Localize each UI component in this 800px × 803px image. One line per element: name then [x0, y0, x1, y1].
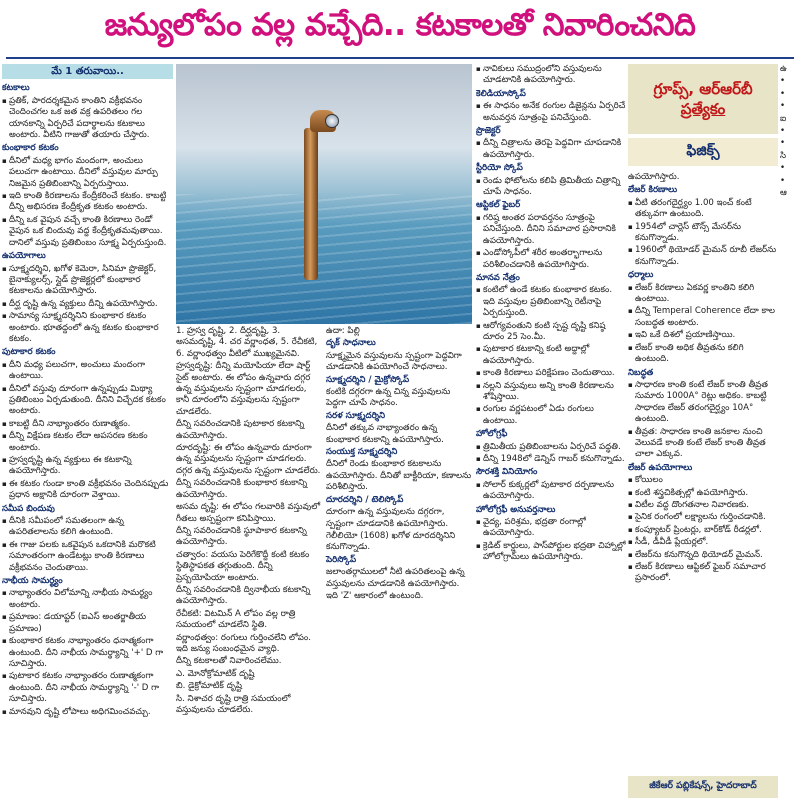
paragraph: ▪ లేజర్ కాంతి అధిక తీవ్రతను కలిగి ఉంటుంది.	[628, 343, 778, 366]
paragraph: ▪ సీడీ, డీవీడీ ప్లేయర్లలో.	[628, 537, 778, 548]
paragraph: ▪ కాంతి కిరణాలు పరిక్షేపణం చెందుతాయి.	[476, 368, 626, 379]
paragraph: ▪ దీన్ని Temperal Coherence లేదా కాల సంబద్ధత అంటారు.	[628, 306, 778, 329]
paragraph: ▪ దీన్ని ఒక వైపున వచ్చే కాంతి కిరణాలు రెండో వైపున ఒక బిందువు వద్ద కేంద్రీకృతమవుతాయి. దానిలో వస్తువు ప్రతిబింబం సూక్ష్మ ఏర్పరుస్తుంది.	[2, 215, 173, 249]
paragraph: బి. డైక్రోమాటిక్ దృష్టి	[176, 681, 242, 692]
paragraph: ▪ ప్రమాణం: డయాప్టర్ (ఐఎస్ అంతర్జాతీయ ప్రమాణం)	[2, 612, 173, 635]
paragraph: •	[780, 175, 786, 186]
paragraph: దీనిలో తక్కువ నాభ్యాంతరం ఉన్న కుంభాకార కటకాన్ని ఉపయోగిస్తారు.	[326, 423, 444, 445]
column-2	[476, 64, 626, 799]
periscope-photo	[176, 64, 472, 324]
paragraph: •	[780, 101, 786, 112]
paragraph: దీనిలో రెండు కుంభాకార కటకాలను ఉపయోగిస్తారు. దీనితో బాక్టీరియా, కణాలను పరిశీలిస్తారు.	[326, 459, 472, 493]
paragraph: ఆ	[780, 188, 787, 199]
section-heading: సౌరశక్తి వినియోగం	[476, 467, 538, 478]
topic-box	[628, 64, 778, 168]
paragraph: రేచీకటి: విటమిన్ A లోపం వల్ల రాత్రి సమయంలో చూడలేని స్థితి.	[176, 608, 296, 631]
column-1-body	[2, 83, 173, 718]
paragraph: •	[780, 126, 786, 137]
section-heading: కటకాలు	[2, 83, 30, 94]
paragraph: •	[780, 163, 786, 174]
continuation-tag: మే 1 తరువాయి..	[2, 64, 173, 79]
author-credit: జీకేఆర్ పబ్లికేషన్స్, హైదరాబాద్	[628, 776, 778, 798]
paragraph: ▪ నావికులు సముద్రంలోని వస్తువులను చూడటానికి ఉపయోగిస్తారు.	[476, 64, 626, 87]
paragraph: ▪ కంటిలో ఉండే కటకం కుంభాకార కటకం. ఇది వస్తువుల ప్రతిబింబాన్ని రెటీనాపై ఏర్పరుస్తుంది.	[476, 285, 626, 319]
middle-section	[176, 326, 474, 798]
paragraph: ▪ కోయిలం	[628, 475, 778, 486]
paragraph: ▪ వైద్య, పరిశ్రమ, భద్రతా రంగాల్లో ఉపయోగిస్తారు.	[476, 517, 626, 540]
paragraph: ▪ 1960లో థియోడర్ మైమన్ రూబీ లేజర్‌ను కనుగొన్నాడు.	[628, 245, 778, 268]
paragraph: దీన్ని సవరించడానికి ద్వినాభీయ కటకాన్ని ఉపయోగిస్తారు.	[176, 584, 311, 607]
paragraph: ▪ దీన్ని చిత్రాలను తెరపై పెద్దవిగా చూపడానికి ఉపయోగిస్తారు.	[476, 138, 626, 161]
paragraph: ▪ త్రిమితీయ ప్రతిబింబాలను ఏర్పరిచే పద్ధతి.	[476, 442, 626, 453]
paragraph: దీన్ని సవరించడానికి కుంభాకార కటకాన్ని ఉపయోగిస్తారు.	[176, 478, 308, 500]
section-heading: నాభీయ సామర్థ్యం	[2, 576, 63, 587]
paragraph: ఐ	[780, 113, 787, 124]
section-heading: సరళ సూక్ష్మదర్శిని	[326, 410, 386, 421]
paragraph: ▪ సూక్ష్మదర్శిని, ఖగోళ కెమెరా, సినిమా ప్రొజెక్టర్, బైనాక్యులర్స్, స్లైడ్ ప్రొజెక్టర్లలో కుంభాకార కటకాలను ఉపయోగిస్తారు.	[2, 264, 173, 298]
paragraph: ▪ ఇది కాంతి కిరణాలను కేంద్రీకరించే కటకం. కాబట్టి దీన్ని అభిసరణ కేంద్రీకృత కటకం అంటారు.	[2, 191, 173, 214]
paragraph: ▪ పుటాకార కటకాన్ని కంటి అద్దాల్లో ఉపయోగిస్తారు.	[476, 344, 626, 367]
topic-title: గ్రూప్స్, ఆర్ఆర్‌బీ	[653, 80, 753, 98]
sea-surface	[176, 194, 472, 324]
paragraph: ▪ దీనికి సమీపంలో సమతలంగా ఉన్న ఉపరితలాలను కలిగి ఉంటుంది.	[2, 516, 173, 539]
paragraph: •	[780, 138, 786, 149]
paragraph: ▪ లేజర్ కిరణాలు ఏకవర్ణ కాంతిని కలిగి ఉంటాయి.	[628, 283, 778, 306]
paragraph: ▪ మానవుని దృష్టి లోపాలు అధిగమించవచ్చు.	[2, 707, 173, 718]
paragraph: ▪ దీనిలో వస్తువు దూరంగా ఉన్నప్పుడు మిథ్యా ప్రతిబింబం ఏర్పడుతుంది. దీనిని విచ్ఛేదక కటకం అంటారు.	[2, 384, 173, 418]
paragraph: ▪ సామాన్య సూక్ష్మదర్శినిని కుంభాకార కటకం అంటారు. భూతద్దంలో ఉన్న కటకం కుంభాకార కటకం.	[2, 311, 173, 345]
column-3	[628, 172, 778, 772]
section-heading: దూరదర్శిని / టెలిస్కోప్	[326, 494, 404, 505]
paragraph: ▪ దీన్ని విక్షేపణ కటకం లేదా అపసరణ కటకం అంటారు.	[2, 431, 173, 454]
paragraph: ▪ నాభ్యాంతరం విలోమాన్ని నాభీయ సామర్థ్యం అంటారు.	[2, 588, 173, 611]
paragraph: 1. హ్రస్వ దృష్టి, 2. దీర్ఘదృష్టి, 3. అసమదృష్టి, 4. చర వర్ణాంధత, 5. రేచీకటి, 6. వర్ణాంధత్వం వీటిలో ముఖ్యమైనవి.	[176, 326, 318, 359]
paragraph: ▪ రెండు ఫోటోలను కలిపి త్రిమితీయ చిత్రాన్ని చూపే సాధనం.	[476, 176, 626, 199]
paragraph: ▪ ఈ గాజు పలకు ఒకవైపున ఒకదానికి మరొకటి సమాంతరంగా ఉండేటట్లు కాంతి కిరణాలు వక్రీభవనం చెందుతాయి.	[2, 540, 173, 574]
section-heading: దృక్ సాధనాలు	[326, 338, 376, 349]
topic-subtitle: ప్రత్యేకం	[680, 100, 726, 118]
paragraph: ▪ హ్రస్వదృష్టి ఉన్న వ్యక్తులు ఈ కటకాన్ని ఉపయోగిస్తారు.	[2, 455, 173, 478]
paragraph: అసమ దృష్టి: ఈ లోపం గలవారికి వస్తువులో గీతలు అస్పష్టంగా కనిపిస్తాయి.	[176, 502, 321, 524]
column-1	[2, 64, 173, 799]
paragraph: హ్రస్వదృష్టి: దీన్ని మయోపియా లేదా షార్ట్ సైట్ అంటారు. ఈ లోపం ఉన్నవారు దగ్గర ఉన్న వస్తువులను స్పష్టంగా చూడగలరు, కానీ దూరంలోని వస్తువులను స్పష్టంగా చూడలేరు.	[176, 361, 311, 417]
paragraph: ▪ దీర్ఘ దృష్టి ఉన్న వ్యక్తులు దీన్ని ఉపయోగిస్తారు.	[2, 299, 173, 310]
paragraph: సూక్ష్మమైన వస్తువులను స్పష్టంగా పెద్దవిగా చూడడానికి ఉపయోగించే సాధనాలు.	[326, 350, 462, 373]
paragraph: ▪ విటీల వద్ద దొంగతనాల నివారణకు.	[628, 500, 778, 511]
paragraph: ఉదా: పిల్లి	[326, 326, 360, 336]
paragraph: ▪ కంటి శస్త్రచికిత్సల్లో ఉపయోగిస్తారు.	[628, 488, 778, 499]
paragraph: ▪ దీని మధ్య పలుచగా, అంచులు మందంగా ఉంటాయి.	[2, 360, 173, 383]
topic-banner	[628, 64, 778, 134]
section-heading: మానవ నేత్రం	[476, 272, 520, 283]
paragraph: ▪ సోలార్ కుక్కర్లలో పుటాకార దర్పణాలను ఉపయోగిస్తారు.	[476, 480, 626, 503]
paragraph: ▪ కంప్యూటర్ ప్రింటర్లు, బార్‌కోడ్ రీడర్లలో.	[628, 525, 778, 536]
section-heading: సూక్ష్మదర్శిని / మైక్రోస్కోప్	[326, 374, 410, 385]
paragraph: ▪ క్రెడిట్ కార్డులు, పాస్‌పోర్టుల భద్రతా చిహ్నాల్లో హోలోగ్రామ్‌లు ఉపయోగిస్తారు.	[476, 541, 626, 564]
paragraph: ▪ సైనిక రంగంలో లక్ష్యాలను గుర్తించడానికి.	[628, 512, 778, 523]
paragraph: కంటికి దగ్గరగా ఉన్న చిన్న వస్తువులను పెద్దగా చూపే సాధనం.	[326, 387, 451, 409]
section-heading: హోలోగ్రఫీ	[476, 429, 508, 440]
section-heading: పుటాకార కటకం	[2, 347, 56, 358]
section-heading: సమీప బిందువు	[2, 503, 55, 514]
paragraph: సి	[780, 150, 787, 161]
paragraph: ▪ రంగుల వర్ణపటంలో ఏడు రంగులు ఉంటాయి.	[476, 404, 626, 427]
paragraph: ▪ పుటాకార కటకం నాభ్యాంతరం రుణాత్మకంగా ఉంటుంది. దీని నాభీయ సామర్థ్యాన్ని '-' D గా సూచిస్తారు.	[2, 671, 173, 705]
section-heading: హోలోగ్రఫీ అనువర్తనాలు	[476, 504, 556, 515]
periscope-lens	[325, 114, 339, 128]
paragraph: ▪ కాబట్టి దీని నాభ్యాంతరం రుణాత్మకం.	[2, 419, 173, 430]
section-heading: నిబద్ధత	[628, 367, 654, 378]
section-heading: ఉపయోగాలు	[2, 251, 46, 262]
paragraph: చత్వారం: వయసు పెరిగేకొద్దీ కంటి కటకం స్థితిస్థాపకత తగ్గుతుంది. దీన్ని ప్రెస్బయోపియా అంటారు.	[176, 549, 310, 583]
subject-label: ఫిజిక్స్	[628, 138, 778, 166]
section-heading: కుంభాకార కటకం	[2, 143, 59, 154]
paragraph: ▪ నల్లని వస్తువులు అన్ని కాంతి కిరణాలను శోషిస్తాయి.	[476, 381, 626, 404]
paragraph: ▪ సాధారణ కాంతి కంటే లేజర్ కాంతి తీవ్రత సుమారు 1000A° రెట్లు అధికం. కాబట్టి సాధారణ లేజర్ తరంగదైర్ఘ్యం 10A° ఉంటుంది.	[628, 380, 778, 426]
paragraph: దీన్ని కటకాలతో నివారించలేము.	[176, 656, 282, 667]
column-4-clipped	[780, 64, 800, 799]
paragraph: ▪ దీనిలో మధ్య భాగం మందంగా, అంచులు పలుచగా ఉంటాయి. దీనిలో వస్తువుల మార్పు నిజమైన ప్రతిబింబాన్ని ఏర్పరుస్తాయి.	[2, 156, 173, 190]
paragraph: వర్ణాంధత్వం: రంగులు గుర్తించలేని లోపం. ఇది జన్యు సంబంధమైన వ్యాధి.	[176, 632, 311, 654]
paragraph: ▪ వీటి తరంగదైర్ఘ్యం 1.00 ఇంచ్ కంటే తక్కువగా ఉంటుంది.	[628, 198, 778, 221]
section-heading: పెరిస్కోప్	[326, 554, 357, 565]
paragraph: ▪ ఈ సాధనం అనేక రంగుల డిజైన్లను ఏర్పరిచే అనువర్తన సూత్రంపై పనిచేస్తుంది.	[476, 101, 626, 124]
paragraph: ▪ ఈ కటకం గుండా కాంతి వక్రీభవనం చెందినప్పుడు ప్రధాన అక్షానికి దూరంగా వెళ్తాయి.	[2, 479, 173, 502]
paragraph: ▪ లేజర్ కిరణాలు ఆప్టికల్ ఫైబర్ సమాచార ప్రసారంలో.	[628, 562, 778, 585]
middle-left-column	[176, 326, 322, 717]
paragraph: •	[780, 76, 786, 87]
paragraph: ▪ ఇవి ఒకే దిశలో ప్రయాణిస్తాయి.	[628, 330, 778, 341]
paragraph: ▪ తీవ్రత: సాధారణ కాంతి జనకాల నుంచి వెలువడే కాంతి కంటే లేజర్ కాంతి తీవ్రత చాలా ఎక్కువ.	[628, 427, 778, 461]
paragraph: ఉ	[780, 64, 787, 74]
paragraph: గెలీలియో (1608) ఖగోళ దూరదర్శినిని కనుగొన్నాడు.	[326, 530, 456, 553]
paragraph: ఇది 'Z' ఆకారంలో ఉంటుంది.	[326, 590, 424, 601]
section-heading: కెలిడియాస్కోప్	[476, 88, 526, 99]
section-heading: ధర్మాలు	[628, 270, 654, 281]
section-heading: లేజర్ ఉపయోగాలు	[628, 462, 693, 473]
section-heading: లేజర్ కిరణాలు	[628, 185, 678, 196]
paragraph: ▪ ఎండోస్కోపీలో శరీర అంతర్భాగాలను పరిశీలించడానికి ఉపయోగిస్తారు.	[476, 248, 626, 271]
paragraph: ▪ ఆరోగ్యవంతుని కంటి స్పష్ట దృష్టి కనిష్ఠ దూరం 25 సెం.మీ.	[476, 321, 626, 344]
paragraph: దీన్ని సవరించడానికి పుటాకార కటకాన్ని ఉపయోగిస్తారు.	[176, 419, 305, 441]
periscope-tube	[304, 128, 318, 280]
middle-right-column	[326, 326, 472, 603]
section-heading: ఆప్టికల్ ఫైబర్	[476, 200, 521, 211]
paragraph: ▪ గరిష్ఠ అంతర పరావర్తనం సూత్రంపై పనిచేస్తుంది. దీనిని సమాచార ప్రసారానికి ఉపయోగిస్తారు.	[476, 213, 626, 247]
paragraph: దూరదృష్టి: ఈ లోపం ఉన్నవారు దూరంగా ఉన్న వస్తువులను స్పష్టంగా చూడగలరు. దగ్గర ఉన్న వస్తువులను స్పష్టంగా చూడలేరు.	[176, 443, 321, 476]
paragraph: ▪ 1954లో చార్లెస్ టౌన్స్ మేసర్‌ను కనుగొన్నాడు.	[628, 222, 778, 245]
paragraph: ఎ. మోనోక్రోమాటిక్ దృష్టి	[176, 668, 255, 679]
page-headline: జన్యులోపం వల్ల వచ్చేది.. కటకాలతో నివారించనిది	[0, 0, 800, 56]
paragraph: ఉపయోగిస్తారు.	[628, 172, 680, 182]
paragraph: దీన్ని సవరించడానికి స్థూపాకార కటకాన్ని ఉపయోగిస్తారు.	[176, 525, 307, 548]
paragraph: ▪ లేజర్‌ను కనుగొన్నది థియోడర్ మైమన్.	[628, 550, 778, 561]
section-heading: స్టీరియో స్కోప్	[476, 163, 523, 174]
headline-rule	[6, 57, 794, 59]
paragraph: ▪ కుంభాకార కటకం నాభ్యాంతరం ధనాత్మకంగా ఉంటుంది. దీని నాభీయ సామర్థ్యాన్ని '+' D గా సూచిస్తారు.	[2, 636, 173, 670]
paragraph: సి. నిశాచర దృష్టి రాత్రి సమయంలో వస్తువులను చూడలేరు.	[176, 693, 291, 715]
paragraph: ▪ దీన్ని 1948లో డెన్నిస్ గాబర్ కనుగొన్నాడు.	[476, 454, 626, 465]
paragraph: ▪ ప్రతిక్, పారదర్శకమైన కాంతిని వక్రీభవనం చెందించగల ఒక జత వక్ర ఉపరితలం గల యానకాన్ని ఏర్పరిచే పదార్థాలను కటకాలు అంటారు. వీటిని గాజుతో తయారు చేస్తారు.	[2, 96, 173, 142]
paragraph: దూరంగా ఉన్న వస్తువులను దగ్గరగా, స్పష్టంగా చూడడానికి ఉపయోగిస్తారు.	[326, 507, 449, 529]
paragraph: జలాంతర్గాములలో నీటి ఉపరితలంపై ఉన్న వస్తువులను చూడడానికి ఉపయోగిస్తారు.	[326, 567, 465, 589]
section-heading: ప్రొజెక్టర్	[476, 126, 501, 137]
section-heading: సంయుక్త సూక్ష్మదర్శిని	[326, 447, 398, 458]
paragraph: •	[780, 88, 786, 99]
